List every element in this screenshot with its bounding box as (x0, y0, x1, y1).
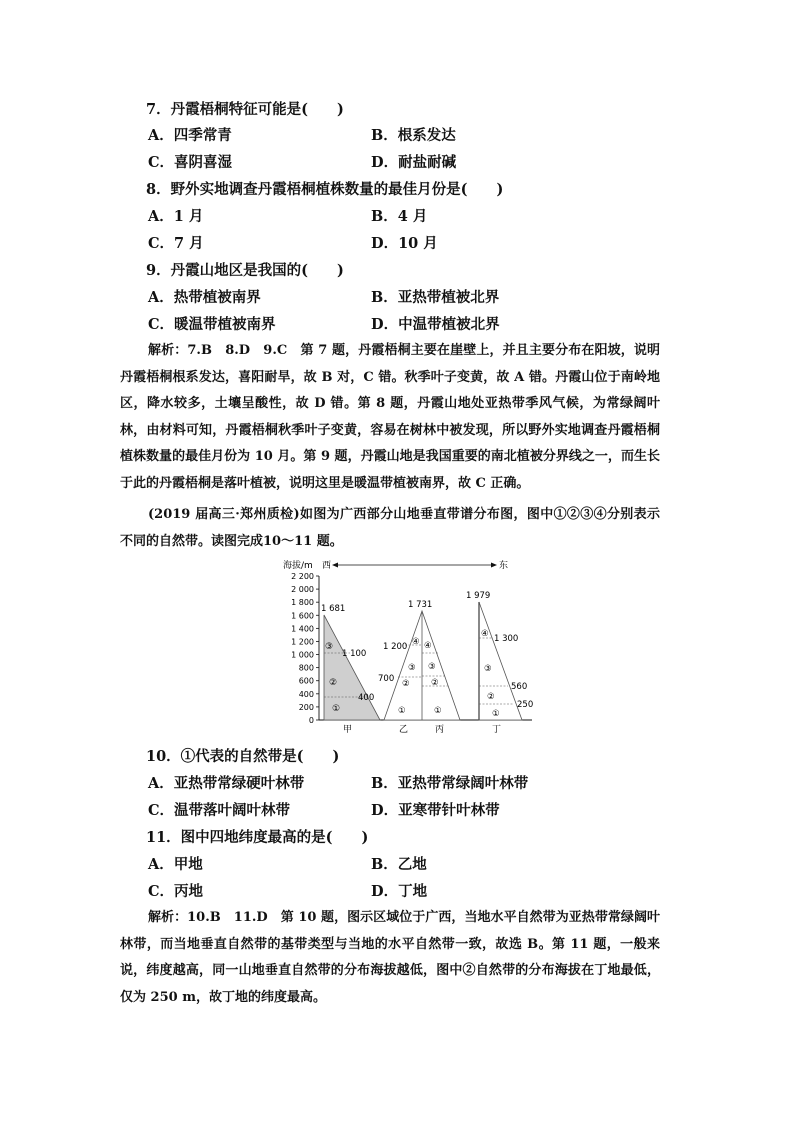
west-label: 西 (322, 561, 332, 571)
ylabel: 海拔/m (283, 561, 313, 571)
y-tick-label: 200 (298, 702, 314, 712)
question-9-option-c: C．暖温带植被南界 (148, 316, 276, 333)
question-8-option-c: C．7 月 (148, 235, 204, 252)
question-11-option-a: A．甲地 (148, 856, 203, 873)
question-9-option-a: A．热带植被南界 (148, 289, 261, 306)
zone-ding-1: ① (492, 709, 500, 719)
site-bing: 丙 (435, 725, 445, 735)
analysis-label: 解析： (148, 343, 188, 358)
question-10-stem: 10．①代表的自然带是( ) (146, 748, 340, 765)
zone-yi-4: ④ (412, 637, 420, 647)
question-10-option-d: D．亚寒带针叶林带 (371, 802, 500, 819)
zone-jia-3: ③ (325, 642, 334, 652)
peak-ding: 1 979 (466, 591, 491, 601)
peak-jia: 1 681 (321, 604, 346, 614)
question-10-option-a: A．亚热带常绿硬叶林带 (148, 775, 305, 792)
zone-yi-1: ① (398, 706, 406, 716)
question-7-option-d: D．耐盐耐碱 (371, 154, 457, 171)
mountain-ding (479, 602, 522, 720)
zone-jia-2: ② (329, 678, 338, 688)
boundary-ding-560: 560 (511, 682, 528, 692)
boundary-yi-1200: 1 200 (383, 642, 408, 652)
question-11-option-b: B．乙地 (371, 856, 427, 873)
question-10-option-b: B．亚热带常绿阔叶林带 (371, 775, 529, 792)
boundary-ding-1300: 1 300 (494, 634, 519, 644)
question-9-option-d: D．中温带植被北界 (371, 316, 500, 333)
east-label: 东 (499, 561, 509, 571)
y-tick-label: 0 (308, 716, 314, 725)
zone-ding-2: ② (487, 692, 495, 702)
peak-yi-bing: 1 731 (408, 600, 433, 610)
question-8-option-a: A．1 月 (148, 208, 204, 225)
question-7-option-c: C．喜阴喜湿 (148, 154, 233, 171)
zone-bing-1: ① (434, 706, 442, 716)
question-9-stem: 9．丹霞山地区是我国的( ) (146, 262, 344, 279)
question-7-stem: 7．丹霞梧桐特征可能是( ) (146, 101, 344, 118)
analysis-10-11 (120, 905, 660, 1011)
y-tick-label: 1 600 (291, 611, 314, 621)
analysis-label: 解析： (148, 910, 188, 925)
vertical-zone-diagram (282, 558, 542, 738)
analysis-text: 7.B 8.D 9.C 第 7 题，丹霞梧桐主要在崖壁上，并且主要分布在阳坡，说明丹霞梧桐根系发达，喜阳耐旱，故 B 对，C 错。秋季叶子变黄，故 A 错。丹霞山位于南岭地区，降水较多，土壤呈酸性，故 D 错。第 8 题，丹霞山地处亚热带季风气候，为常绿阔叶林，由材料可知，丹霞梧桐秋季叶子变黄，容易在树林中被发现，所以野外实地调查丹霞梧桐植株数量的最佳月份为 10 月。第 9 题，丹霞山地是我国重要的南北植被分界线之一，而生长于此的丹霞梧桐是落叶植被，说明这里是暖温带植被南界，故 C 正确。 (120, 343, 660, 491)
question-8-option-d: D．10 月 (371, 235, 438, 252)
question-11-stem: 11．图中四地纬度最高的是( ) (146, 829, 369, 846)
question-8-option-b: B．4 月 (371, 208, 428, 225)
question-10-option-c: C．温带落叶阔叶林带 (148, 802, 291, 819)
y-tick-label: 1 000 (291, 650, 314, 660)
y-tick-label: 2 200 (291, 572, 314, 581)
question-8-stem: 8．野外实地调查丹霞梧桐植株数量的最佳月份是( ) (146, 181, 504, 198)
zone-jia-1: ① (332, 704, 341, 714)
site-ding: 丁 (492, 725, 502, 735)
y-tick-label: 1 800 (291, 598, 314, 608)
y-tick-label: 600 (298, 676, 314, 686)
y-tick-label: 1 400 (291, 624, 314, 634)
zone-yi-2: ② (402, 679, 410, 689)
boundary-yi-700: 700 (378, 674, 395, 684)
site-jia: 甲 (343, 725, 353, 735)
y-tick-label: 400 (298, 689, 314, 699)
y-tick-label: 2 000 (291, 585, 314, 595)
boundary-ding-250: 250 (517, 700, 534, 710)
site-yi: 乙 (399, 725, 409, 735)
boundary-jia-1100: 1 100 (342, 649, 367, 659)
zone-bing-3: ③ (428, 662, 436, 672)
question-7-option-a: A．四季常青 (148, 127, 232, 144)
zone-ding-3: ③ (484, 664, 492, 674)
analysis-text: 10.B 11.D 第 10 题，图示区域位于广西，当地水平自然带为亚热带常绿阔叶林带，而当地垂直自然带的基带类型与当地的水平自然带一致，故选 B。第 11 题，一般来说，纬度越高，同一山地垂直自然带的分布海拔越低，图中②自然带的分布海拔在丁地最低，仅为 250 m，故丁地的纬度最高。 (120, 910, 660, 1005)
question-11-option-c: C．丙地 (148, 883, 204, 900)
question-11-option-d: D．丁地 (371, 883, 428, 900)
zone-bing-2: ② (431, 678, 439, 688)
zone-bing-4: ④ (424, 641, 432, 651)
y-tick-label: 1 200 (291, 637, 314, 647)
y-tick-label: 800 (298, 663, 314, 673)
analysis-7-9 (120, 338, 660, 497)
question-7-option-b: B．根系发达 (371, 127, 456, 144)
zone-yi-3: ③ (408, 663, 416, 673)
material-intro: (2019 届高三·郑州质检)如图为广西部分山地垂直带谱分布图，图中①②③④分别表示不同的自然带。读图完成10～11 题。 (120, 507, 660, 549)
question-9-option-b: B．亚热带植被北界 (371, 289, 500, 306)
boundary-jia-400: 400 (358, 693, 375, 703)
zone-ding-4: ④ (481, 629, 489, 639)
